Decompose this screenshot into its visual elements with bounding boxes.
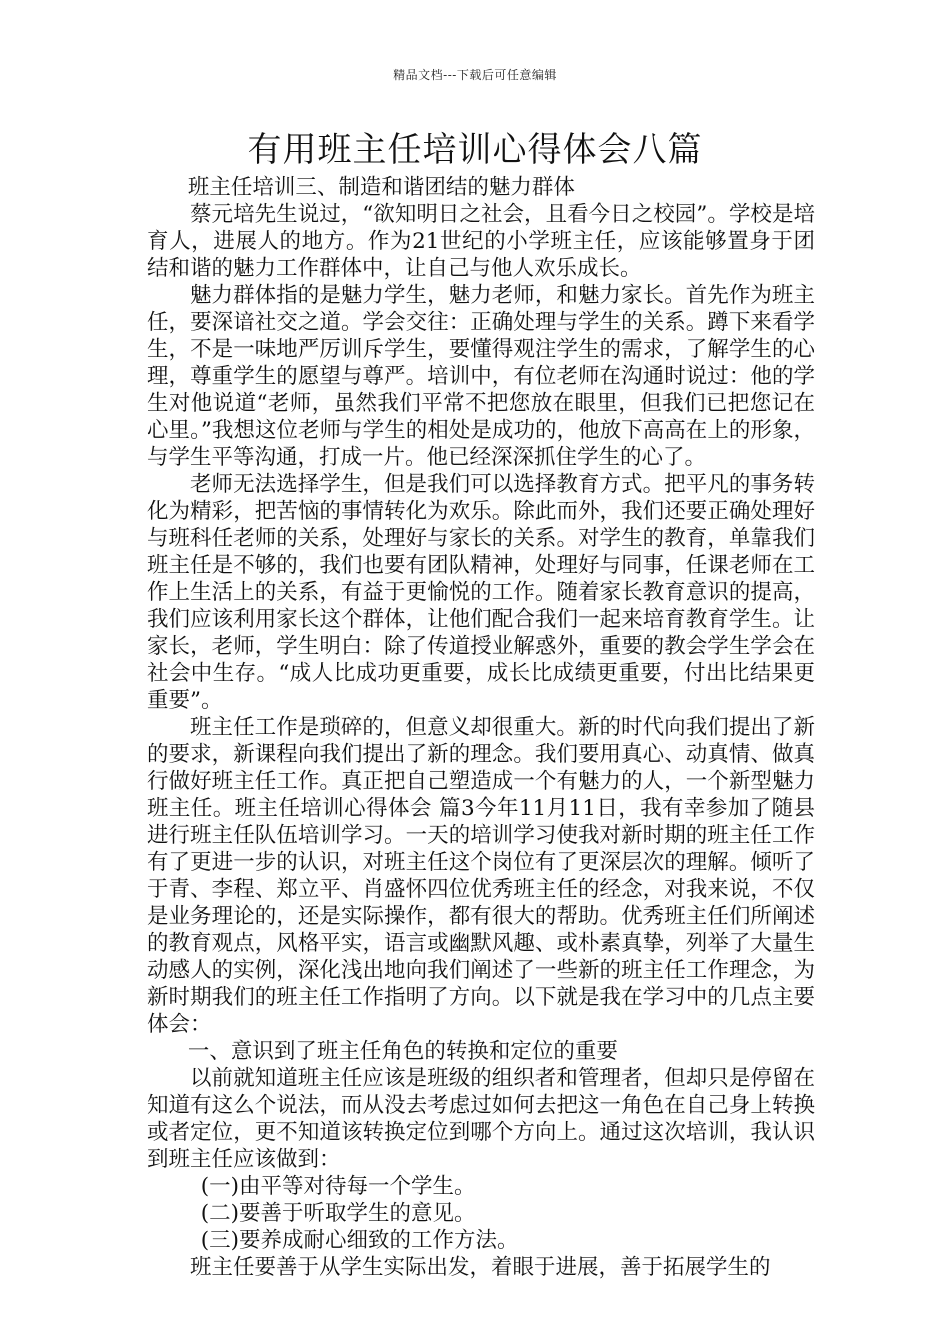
paragraph: 蔡元培先生说过，“欲知明日之社会，且看今日之校园”。学校是培育人，进展人的地方。作为21世纪的小学班主任，应该能够置身于团结和谐的魅力工作群体中，让自己与他人欢乐成长。 <box>147 202 815 281</box>
document-body <box>147 174 815 1281</box>
list-item: (一)由平等对待每一个学生。 <box>200 1174 476 1199</box>
section-heading: 班主任培训三、制造和谐团结的魅力群体 <box>187 175 575 200</box>
paragraph: 魅力群体指的是魅力学生，魅力老师，和魅力家长。首先作为班主任，要深谙社交之道。学会交往：正确处理与学生的关系。蹲下来看学生，不是一味地严厉训斥学生，要懂得观注学生的需求，了解学生的心理，尊重学生的愿望与尊严。培训中，有位老师在沟通时说过：他的学生对他说道“老师，虽然我们平常不把您放在眼里，但我们已把您记在心里。”我想这位老师与学生的相处是成功的，他放下高高在上的形象，与学生平等沟通，打成一片。他已经深深抓住学生的心了。 <box>147 283 815 470</box>
list-item: (二)要善于听取学生的意见。 <box>200 1201 476 1226</box>
header-note: 精品文档---下载后可任意编辑 <box>393 68 557 82</box>
paragraph: 班主任要善于从学生实际出发，着眼于进展，善于拓展学生的 <box>190 1255 771 1280</box>
paragraph: 以前就知道班主任应该是班级的组织者和管理者，但却只是停留在知道有这么个说法，而从没去考虑过如何去把这一角色在自己身上转换或者定位，更不知道该转换定位到哪个方向上。通过这次培训，我认识到班主任应该做到： <box>147 1066 815 1172</box>
document-title: 有用班主任培训心得体会八篇 <box>247 130 703 170</box>
list-item: (三)要养成耐心细致的工作方法。 <box>200 1228 519 1253</box>
section-heading: 一、意识到了班主任角色的转换和定位的重要 <box>187 1039 618 1064</box>
paragraph: 班主任工作是琐碎的，但意义却很重大。新的时代向我们提出了新的要求，新课程向我们提出了新的理念。我们要用真心、动真情、做真行做好班主任工作。真正把自己塑造成一个有魅力的人，一个新型魅力班主任。班主任培训心得体会 篇3今年11月11日，我有幸参加了随县进行班主任队伍培训学习。一天的培训学习使我对新时期的班主任工作有了更进一步的认识，对班主任这个岗位有了更深层次的理解。倾听了于青、李程、郑立平、肖盛怀四位优秀班主任的经念，对我来说，不仅是业务理论的，还是实际操作，都有很大的帮助。优秀班主任们所阐述的教育观点，风格平实，语言或幽默风趣、或朴素真挚，列举了大量生动感人的实例，深化浅出地向我们阐述了一些新的班主任工作理念，为新时期我们的班主任工作指明了方向。以下就是我在学习中的几点主要体会： <box>147 715 815 1037</box>
paragraph: 老师无法选择学生，但是我们可以选择教育方式。把平凡的事务转化为精彩，把苦恼的事情转化为欢乐。除此而外，我们还要正确处理好与班科任老师的关系，处理好与家长的关系。对学生的教育，单靠我们班主任是不够的，我们也要有团队精神，处理好与同事，任课老师在工作上生活上的关系，有益于更愉悦的工作。随着家长教育意识的提高，我们应该利用家长这个群体，让他们配合我们一起来培育教育学生。让家长，老师，学生明白：除了传道授业解惑外，重要的教会学生学会在社会中生存。“成人比成功更重要，成长比成绩更重要，付出比结果更重要”。 <box>147 472 815 713</box>
